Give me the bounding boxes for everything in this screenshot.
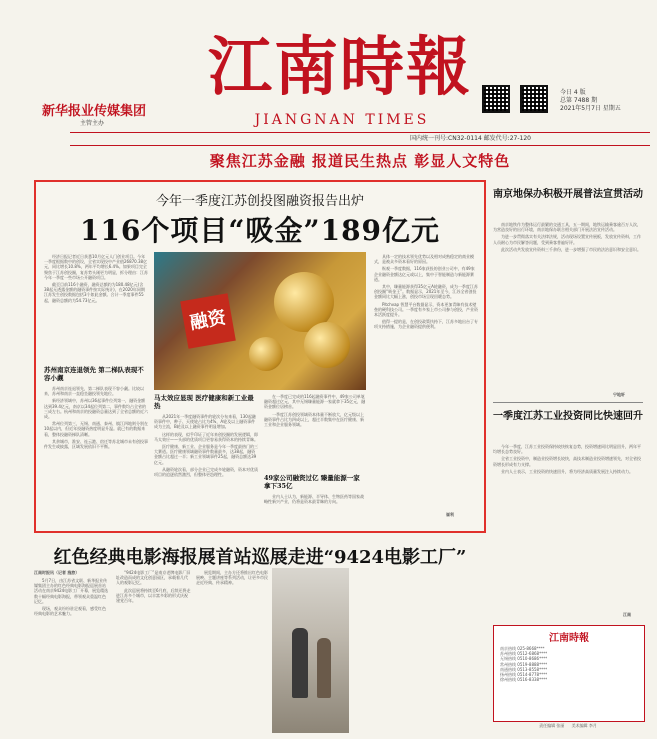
financing-seal: 融资 <box>180 293 236 349</box>
paragraph: 其中，臻量能源获得35亿元A轮融资，成为一季度江苏创投圈“吸金王”。数据显示，2021年至今，江苏全省创投金额同比大幅上涨，创投市场呈现回暖态势。 <box>374 284 478 300</box>
issue-date: 2021年5月7日 星期五 <box>560 105 621 112</box>
paragraph: 其余城市，淮安、连云港、宿迁等苏北城市未有创投事件发生或披露，区域发展依旧不平衡。 <box>44 438 148 450</box>
issue-info <box>560 89 650 113</box>
issue-pages: 今日 4 版 <box>560 89 586 96</box>
paragraph: 新经济领域中，苏州以36起事件位列第一，融资金额达到39.4亿元，南京以34起位列第二，事件数均占全省的三成左右。杭州和南京的投融资总量达到了全省总额的近六成。 <box>44 398 148 420</box>
reporter-line: 江南时报讯（记者 施旅） <box>34 570 80 575</box>
section-title: 49家公司融资过亿 臻量能源一家拿下35亿 <box>264 474 360 490</box>
designer-credit: 美术编辑 李月 <box>571 723 597 728</box>
ad-line: 南通热线 0513-8558**** <box>500 666 548 672</box>
paragraph: 常州位列第三，无锡、南通、泰州、镇江四地则分别在10起以内，但近年投融资热度明显升温。就已有的数据来看，整体投融资梯队清晰。 <box>44 421 148 437</box>
paragraph: 展览期间，主办方还将推出红色电影展映、主题讲座等系列活动，让更多市民走近经典、传承精神。 <box>196 570 268 586</box>
story-body <box>493 444 643 476</box>
paragraph: 经济日报记者近日获悉10月亿元人门创业项目。今年一季度根据数中的创设，全省实现投中产业值26870.38亿元，同比增长10.8%，两年平均增长6.4%。如果项目完全聚焦于江苏创投圈，复苏势头刚更为明显，拆分理由：江苏今年一季度一些市场公开融资项目。 <box>44 254 148 280</box>
paragraph: 纵观一季度数据，116家获投的创业公司中，有49家企业融资金额达亿元或以上，集中于智能制造与新能源赛道。 <box>374 266 475 282</box>
coin-graphic <box>304 322 350 368</box>
page-credits <box>493 723 643 728</box>
ad-line: 常州热线 0519-8888**** <box>500 661 548 667</box>
hotline-ad-box[interactable] <box>493 625 645 722</box>
bottom-column-3 <box>196 570 268 588</box>
section-title: 马太效应显现 医疗健康和新工业最热 <box>154 394 254 410</box>
reporter-name: 宁地轩 <box>613 392 625 397</box>
section-title: 苏州南京连退领先 第二梯队表现不容小觑 <box>44 366 144 382</box>
paragraph: 从2021年一季度融资事件的轮次分布来看，130起融资事件中，种子、天使轮占比为4%，A轮及以上融资事件成为主流，B轮及以上融资事件明显增加。 <box>154 414 256 430</box>
paragraph: 此次活动共发放宣传资料三千余份，进一步增强了市民的法治意识和安全意识。 <box>501 246 641 252</box>
ad-line: 扬州热线 0514-8778**** <box>500 672 548 678</box>
publisher-sub: 主管主办 <box>80 120 105 127</box>
paragraph: 一季度江苏创投领域资本体量不断放大，亿元级以上融资事件占比为四成以上，超过半数集中在医疗健康、新工业和企业服务领域。 <box>264 411 364 428</box>
lead-column-4 <box>374 254 478 332</box>
paragraph: 截至目前116个融资，融资总额约为180.48亿元(含38起无透露金额的融资事件按实际统计)，在2020年同期江苏发生创投数据包括3个如此金额。合计一季度事件55起，融资总额约为54.73亿元。 <box>44 282 145 303</box>
qr-code-icon[interactable] <box>482 85 510 113</box>
editor-credit: 责任编辑 张丽 <box>539 723 565 728</box>
paragraph: 此次巡展将持续至6月底，后续还将走进江苏多个城市，以丰富多彩的形式庆祝建党百年。 <box>116 587 191 604</box>
paragraph: 值得一提的是，在创投政策扶持下，江苏多地出台了专项支持措施，为企业融资提供便利。 <box>374 319 478 330</box>
visitor-figure <box>292 628 308 698</box>
lead-column-2 <box>154 414 258 479</box>
paragraph: 具体一定的技术领先优势以及相对成熟稳定的商业模式，是被众多资本看好的原因。 <box>374 254 474 265</box>
ad-lines <box>494 644 644 684</box>
masthead <box>0 0 657 175</box>
lead-headline[interactable]: 116个项目“吸金”189亿元 <box>79 214 441 247</box>
lead-column-1 <box>44 254 148 305</box>
paragraph: 医疗健康、新工业、企业服务是今年一季度最热门的三大赛道。医疗健康领域融资事件数量最多，达38起，融资金额占比超过一半；新工业领域事件25起，融资总额达39亿元。 <box>154 444 258 465</box>
qr-code-icon[interactable] <box>520 85 548 113</box>
ad-title: 江南時報 <box>549 633 589 644</box>
story-title[interactable]: 一季度江苏工业投资同比快速回升 <box>493 411 643 422</box>
story-body <box>493 222 643 254</box>
paragraph: 业内人士认为，新能源、半导体、生物医药等国家战略性新兴产业，仍将是资本最青睐的方向。 <box>264 494 364 505</box>
newspaper-title: 江南時報 <box>208 30 472 105</box>
lead-column-3 <box>264 394 366 429</box>
coin-graphic <box>249 337 283 371</box>
paragraph: 现场，观众纷纷驻足观看，感受红色经典电影的艺术魅力。 <box>34 606 106 617</box>
issue-number: 总第 7488 期 <box>560 97 598 104</box>
publication-codes: 国内统一刊号:CN32-0114 邮发代号:27-120 <box>410 135 531 142</box>
story-title[interactable]: 南京地保办积极开展普法宣贯活动 <box>493 189 643 200</box>
paragraph: 为进一步贯彻落实有关法律法规，活动现场设置宣传展板，发放宣传资料，工作人员耐心为市民解答问题，受到乘客普遍好评。 <box>493 234 641 245</box>
publication-bar <box>70 132 650 146</box>
paragraph: 全省工业投资中，制造业投资增长较快，高技术制造业投资增速领先，对全省投资增长形成有力支撑。 <box>493 456 641 467</box>
newspaper-title-en: JIANGNAN TIMES <box>254 112 430 128</box>
reporter-name: 崔利 <box>446 512 454 517</box>
paragraph: 这样的表现，似乎印证了近年来创投圈的发展逻辑，即马太效应——头部的优质项目更容易获得资本的持续青睐。 <box>154 431 258 442</box>
right-column <box>493 180 653 735</box>
paragraph: 从融资轮次看，部分企业已完成多轮融资，资本对优质项目的追逐依然激烈，但整体更趋理性。 <box>154 466 258 478</box>
ad-line: 南京热线 025-8668**** <box>500 646 545 651</box>
paragraph: 苏州南京连退领先，第二梯队表现不容小觑。比较以来，苏州和南京一直稳坐融投领先地位。 <box>44 386 144 397</box>
bottom-column-2 <box>116 570 191 605</box>
lead-column-3b <box>264 494 366 506</box>
ad-line: 无锡热线 0510-8686**** <box>500 656 548 662</box>
ad-line: 徐州热线 0516-8338**** <box>500 677 548 683</box>
paragraph: 今年一季度，江苏工业投资保持较快恢复态势，投资增速同比明显回升，两年平均增长态势良好。 <box>493 444 641 455</box>
lead-column-1b <box>44 386 148 451</box>
lead-photo <box>154 252 366 390</box>
reporter-name: 江南 <box>623 612 631 617</box>
paragraph: 业内人士表示，工业投资的快速回升，将为经济高质量发展注入持续动力。 <box>501 468 633 474</box>
paragraph: 南京地铁作为整体运行最繁的交通工具，五一期间，地铁运输乘客逾百万人次，为营造良好的出行环境，南京地保办联合相关部门开展法治宣传活动。 <box>493 222 641 233</box>
paragraph: 5月7日，由江苏省文联、新华报业传媒集团主办的红色经典电影海报巡展首站活动在南京9424电影工厂开幕，展览精选数十幅经典电影海报，带领观众重温红色记忆。 <box>34 578 109 604</box>
publisher-logo: 新华报业传媒集团 <box>42 104 147 119</box>
bottom-headline[interactable]: 红色经典电影海报展首站巡展走进“9424电影工厂” <box>53 547 467 568</box>
ad-line: 苏州热线 0512-6868**** <box>500 651 548 657</box>
paragraph: 在一季度已完成的116起融资事件中，49家公司单笔融资超过亿元，其中无锡臻量能源一家就拿下35亿元，融资金额位居榜首。 <box>264 394 366 410</box>
lead-kicker: 今年一季度江苏创投图融资报告出炉 <box>155 194 364 209</box>
bottom-column-1 <box>34 578 109 618</box>
visitor-figure <box>317 638 331 698</box>
lead-story[interactable] <box>34 180 486 533</box>
exhibition-photo <box>272 568 349 733</box>
slogan: 聚焦江苏金融 报道民生热点 彰显人文特色 <box>209 152 511 170</box>
divider <box>493 402 643 403</box>
paragraph: “9424电影工厂”是南京老牌电影厂旧址改造而成的文化创意园区，承载着几代人的观影记忆。 <box>116 570 191 586</box>
paragraph: Pitchvap 智慧平台数据显示，资本更加青睐有技术壁垒的硬科技公司。一季度有多家上市公司参与创投，产业资本活跃度提升。 <box>374 301 478 318</box>
